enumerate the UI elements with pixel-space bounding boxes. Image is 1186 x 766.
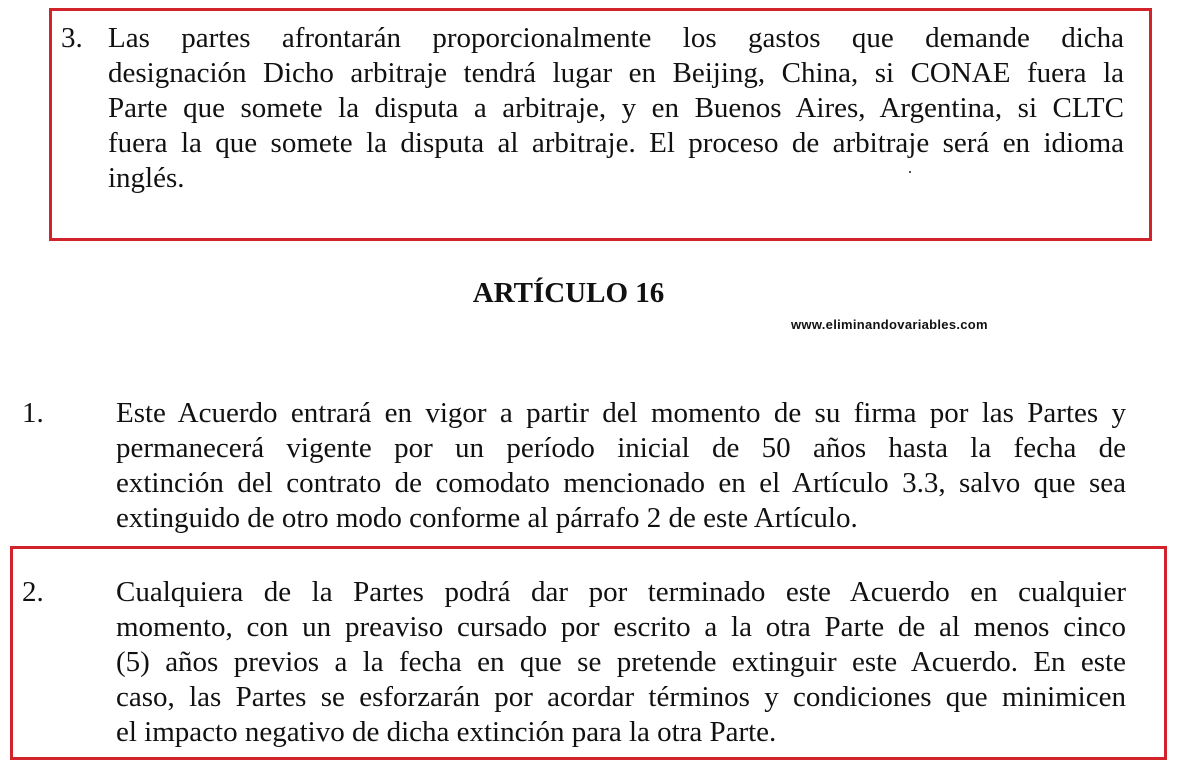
- paragraph-1-text: [116, 396, 1126, 536]
- paragraph-2-line: caso, las Partes se esforzarán por acordar términos y condiciones que minimicen: [116, 681, 1126, 713]
- paragraph-3-line: inglés.: [108, 162, 185, 194]
- paragraph-2-line: momento, con un preaviso cursado por escrito a la otra Parte de al menos cinco: [116, 611, 1126, 643]
- paragraph-2-line: (5) años previos a la fecha en que se pretende extinguir este Acuerdo. En este: [116, 646, 1126, 678]
- paragraph-3-number: 3.: [61, 22, 83, 54]
- paragraph-3-line: Parte que somete la disputa a arbitraje, y en Buenos Aires, Argentina, si CLTC: [108, 92, 1124, 124]
- paragraph-2-line: Cualquiera de la Partes podrá dar por terminado este Acuerdo en cualquier: [116, 576, 1126, 608]
- paragraph-1-line: extinción del contrato de comodato mencionado en el Artículo 3.3, salvo que sea: [116, 467, 1126, 499]
- paragraph-1-line: extinguido de otro modo conforme al párrafo 2 de este Artículo.: [116, 502, 858, 534]
- watermark-url: www.eliminandovariables.com: [791, 317, 988, 332]
- scan-speck: [909, 171, 911, 173]
- paragraph-3-text: [108, 21, 1124, 196]
- paragraph-1-number: 1.: [22, 397, 44, 429]
- paragraph-3-line: Las partes afrontarán proporcionalmente los gastos que demande dicha: [108, 22, 1124, 54]
- paragraph-1-line: Este Acuerdo entrará en vigor a partir del momento de su firma por las Partes y: [116, 397, 1126, 429]
- paragraph-2-number: 2.: [22, 576, 44, 608]
- article-heading: ARTÍCULO 16: [472, 277, 665, 309]
- paragraph-3-line: fuera la que somete la disputa al arbitraje. El proceso de arbitraje será en idioma: [108, 127, 1124, 159]
- paragraph-2-line: el impacto negativo de dicha extinción para la otra Parte.: [116, 716, 777, 748]
- paragraph-3-line: designación Dicho arbitraje tendrá lugar en Beijing, China, si CONAE fuera la: [108, 57, 1124, 89]
- paragraph-1-line: permanecerá vigente por un período inicial de 50 años hasta la fecha de: [116, 432, 1126, 464]
- paragraph-2-text: [116, 575, 1126, 750]
